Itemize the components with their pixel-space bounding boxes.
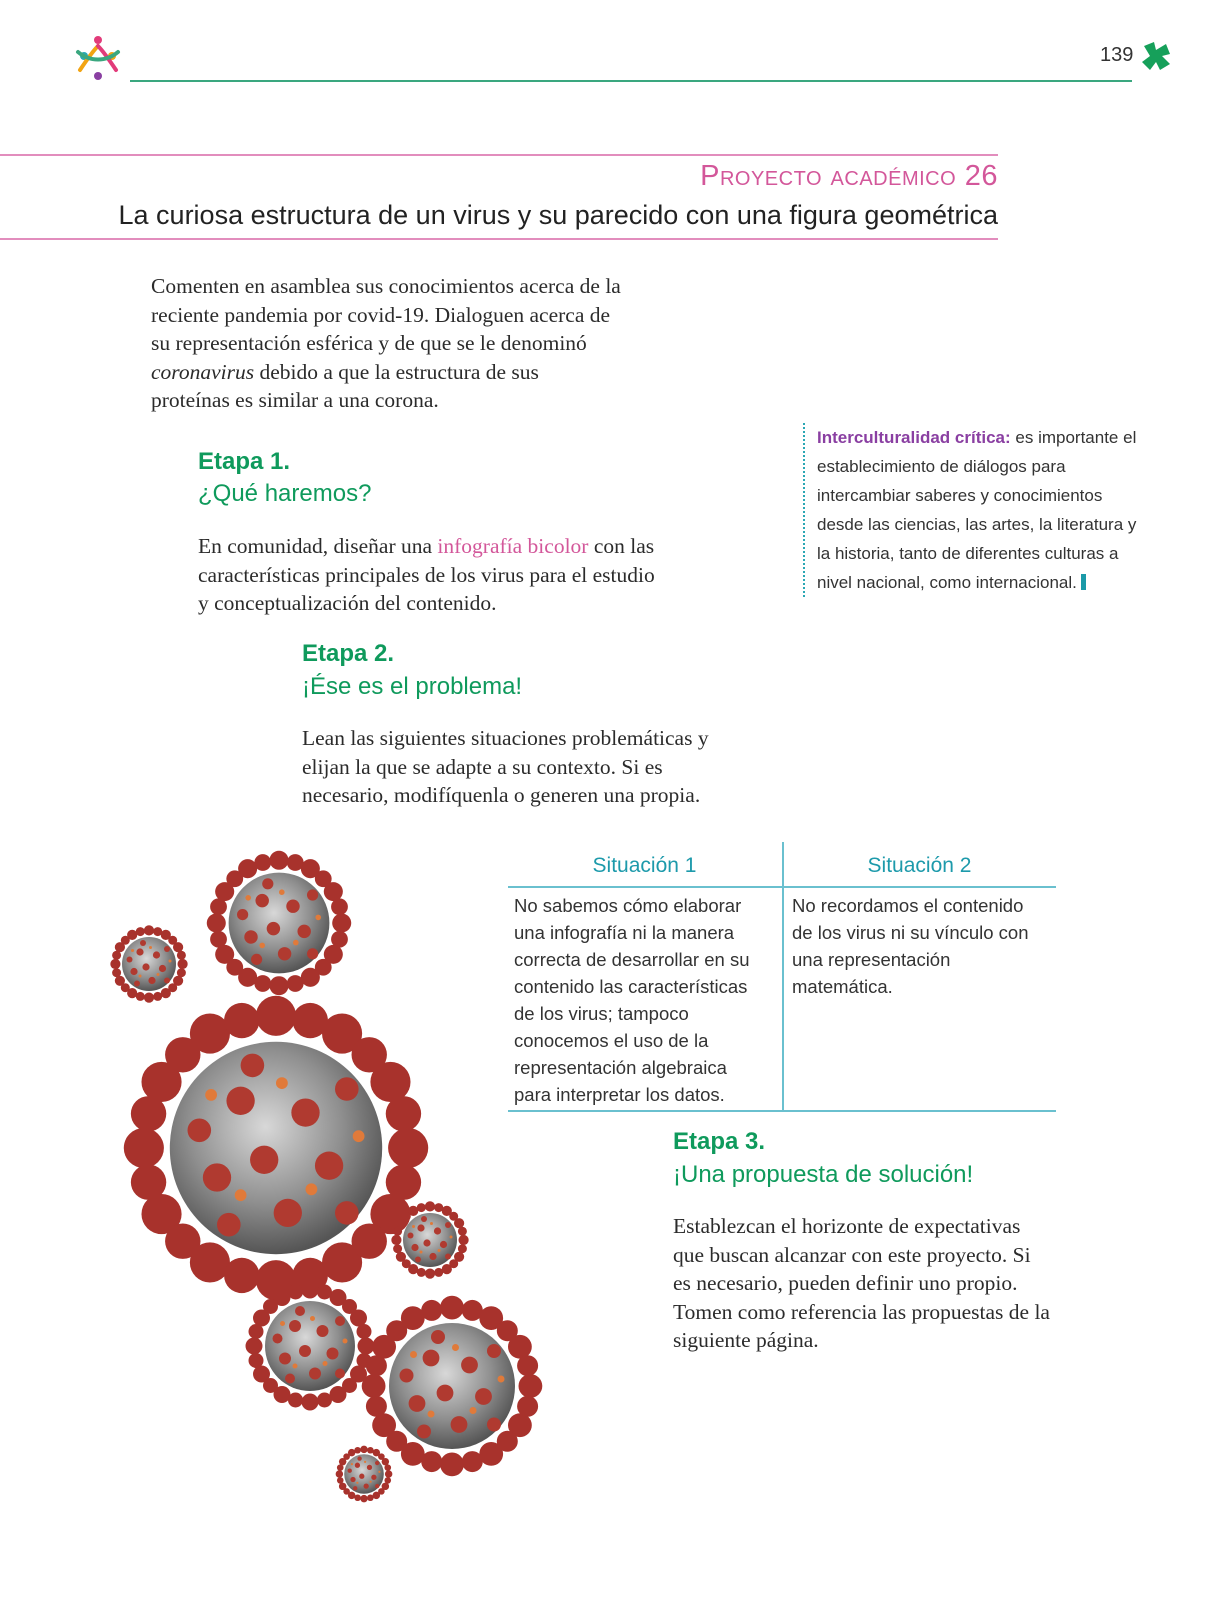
stage-3-title: ¡Una propuesta de solución! <box>673 1161 974 1188</box>
leaf-icon <box>1140 40 1174 74</box>
sidebar-text: es importante el establecimiento de diálogos para intercambiar saberes y conocimientos desde las ciencias, las artes, la literatura y la historia, tanto de diferentes culturas a nivel nacional, como internacional. <box>817 428 1137 592</box>
stage-1-text-after: con las características principales de los virus para el estudio y conceptualización del contenido. <box>198 534 655 615</box>
situation-2-text: No recordamos el contenido de los virus ni su vínculo con una representación matemática. <box>792 895 1029 997</box>
stage-1-text-before: En comunidad, diseñar una <box>198 534 438 558</box>
situation-1-header: Situación 1 <box>592 854 697 877</box>
stage-2-title: ¡Ése es el problema! <box>302 673 523 700</box>
stage-1-paragraph <box>198 532 668 618</box>
stage-1-number: Etapa 1. <box>198 448 291 475</box>
stage-2-paragraph: Lean las siguientes situaciones problemáticas y elijan la que se adapte a su contexto. Si es necesario, modifíquenla o generen una propia. <box>302 726 709 807</box>
stage-2-number: Etapa 2. <box>302 640 395 667</box>
project-label: Proyecto académico 26 <box>700 160 998 192</box>
sidebar-note <box>803 423 1147 597</box>
coronavirus-illustration <box>110 850 550 1510</box>
curriculum-logo-icon <box>72 32 124 84</box>
sidebar-term: Interculturalidad crítica: <box>817 428 1011 447</box>
table-column-divider <box>782 842 784 1112</box>
intro-text-after: debido a que la estructura de sus proteínas es similar a una corona. <box>151 359 539 412</box>
stage-1-title: ¿Qué haremos? <box>198 480 372 507</box>
table-bottom-rule <box>508 1110 1056 1112</box>
intro-paragraph <box>151 272 621 415</box>
title-rule-bottom <box>0 238 998 240</box>
situation-1-text: No sabemos cómo elaborar una infografía ni la manera correcta de desarrollar en su contenido las características de los virus; tampoco conocemos el uso de la representación algebraica para interpretar los datos. <box>514 895 750 1105</box>
stage-1-highlight: infografía bicolor <box>437 534 589 558</box>
end-mark-icon <box>1081 574 1086 590</box>
stage-3-paragraph: Establezcan el horizonte de expectativas que buscan alcanzar con este proyecto. Si es necesario, pueden definir uno propio. Tomen como referencia las propuestas de la siguiente página. <box>673 1214 1050 1352</box>
situation-2-header: Situación 2 <box>867 854 972 877</box>
intro-text-before: Comenten en asamblea sus conocimientos acerca de la reciente pandemia por covid-19. Dialoguen acerca de su representación esférica y de que se le denominó <box>151 274 621 355</box>
stage-3-number: Etapa 3. <box>673 1128 766 1155</box>
project-title: La curiosa estructura de un virus y su parecido con una figura geométrica <box>118 200 998 230</box>
header-divider <box>130 80 1132 82</box>
intro-italic-term: coronavirus <box>151 359 255 384</box>
title-rule-top <box>0 154 998 156</box>
page-number: 139 <box>1100 44 1134 66</box>
